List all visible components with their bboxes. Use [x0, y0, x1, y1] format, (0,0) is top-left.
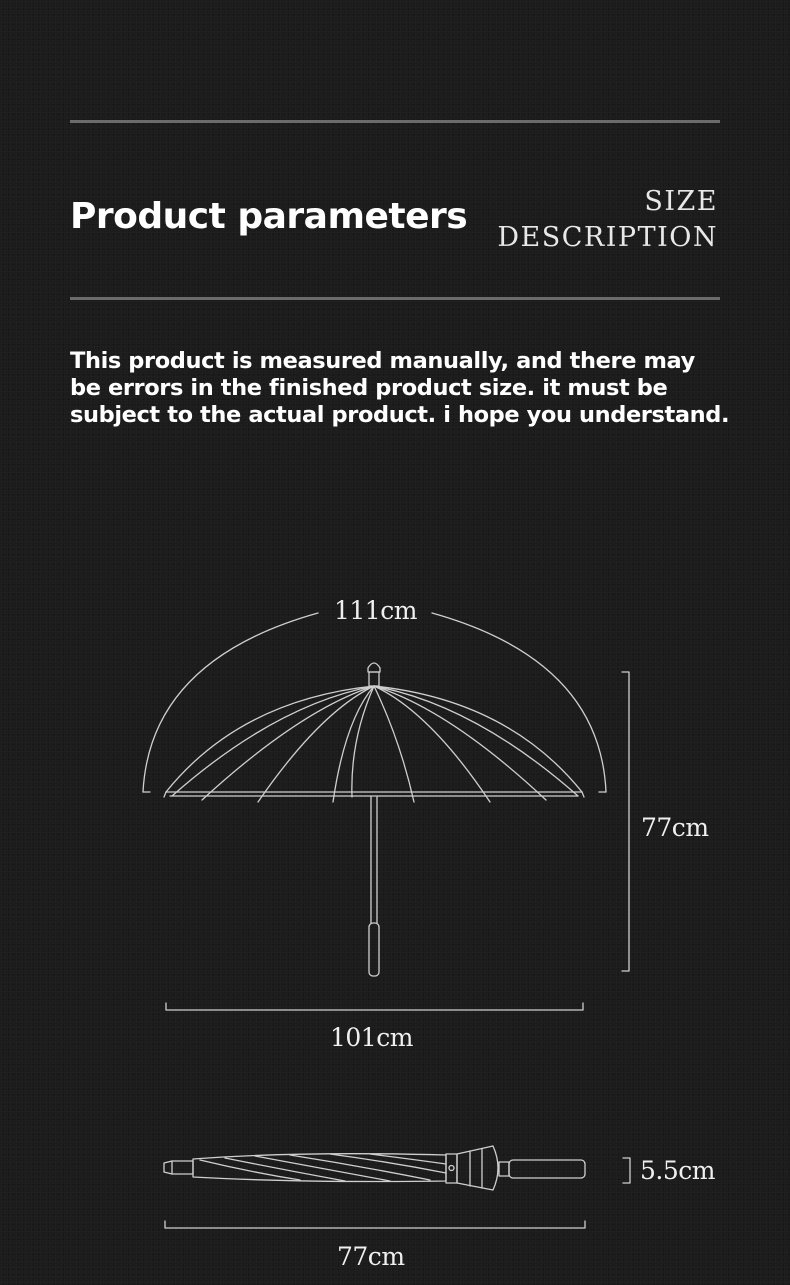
page-title: Product parameters [70, 196, 468, 237]
arc-length-line-right [432, 613, 606, 792]
closed-umbrella-icon [164, 1146, 585, 1190]
disclaimer-line-1: This product is measured manually, and there may [70, 348, 695, 374]
height-bracket [622, 672, 629, 971]
open-width-label: 101cm [330, 1023, 413, 1052]
subtitle-line-2: DESCRIPTION [497, 222, 718, 253]
subtitle-line-1: SIZE [644, 186, 718, 217]
diameter-bracket [623, 1158, 630, 1183]
disclaimer-line-3: subject to the actual product. i hope you understand. [70, 402, 730, 428]
height-label: 77cm [641, 813, 709, 842]
arc-length-label: 111cm [334, 596, 417, 625]
open-width-bracket [166, 1003, 583, 1010]
arc-length-line-left [143, 613, 318, 792]
open-umbrella-icon [164, 663, 584, 976]
disclaimer-line-2: be errors in the finished product size. it must be [70, 375, 668, 401]
closed-length-bracket [165, 1221, 585, 1228]
closed-length-label: 77cm [337, 1242, 405, 1271]
closed-diameter-label: 5.5cm [640, 1156, 715, 1185]
